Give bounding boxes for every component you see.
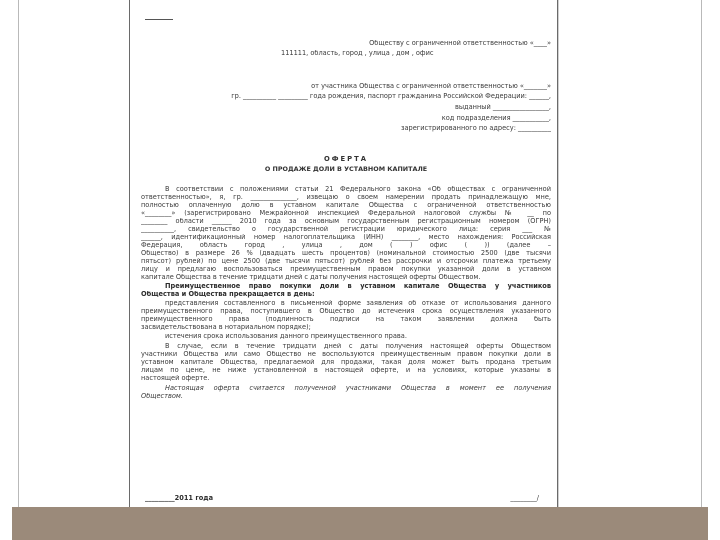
body-line: настоящей оферте. <box>141 375 210 382</box>
body-line: преимущественного права (подлинность подписи на таком заявлении должна быть <box>141 316 551 323</box>
body-line: Федерация, область город , улица , дом ( ) офис ( )) (далее – <box>141 242 551 249</box>
body-line: преимущественного права, поступившего в Общество до истечения срока осуществления указанного <box>141 308 551 315</box>
body-line: В случае, если в течение тридцати дней с даты получения настоящей оферты Обществом <box>165 343 551 350</box>
addressee-company: Обществу с ограниченной ответственностью «____» <box>369 40 551 47</box>
body-line: уставном капитале Общества, предлагаемой для продажи, такая доля может быть продана третьим <box>141 359 551 366</box>
document-subtitle: О ПРОДАЖЕ ДОЛИ В УСТАВНОМ КАПИТАЛЕ <box>264 166 428 173</box>
body-line: истечения срока использования данного преимущественного права. <box>165 333 407 340</box>
body-line: В соответствии с положениями статьи 21 Федерального закона «Об обществах с ограниченной <box>165 186 551 193</box>
body-line: лицам по цене, не ниже установленной в настоящей оферте, и на условиях, которые указаны в <box>141 367 551 374</box>
sender-line-2: гр. __________ _________ года рождения, паспорт гражданина Российской Федерации: ______, <box>231 93 551 100</box>
body-line: ________ области ______ 2010 года за основным государственным регистрационным номером (ОГРН) <box>141 218 551 225</box>
document-title: ОФЕРТА <box>323 156 369 163</box>
sender-line-3: выданный _________________, <box>454 104 551 111</box>
body-line-bold: Преимущественное право покупки доли в уставном капитале Общества у участников <box>165 283 551 290</box>
body-line: __________, свидетельство о государственной регистрации юридического лица: серия ___ № <box>141 226 551 233</box>
body-line-bold: Общества и Общества прекращается в день: <box>141 291 315 298</box>
body-line-italic: Обществом. <box>141 393 183 400</box>
sender-line-5: зарегистрированного по адресу: __________ <box>401 125 551 132</box>
sender-line-4: код подразделения ___________, <box>441 115 551 122</box>
body-line: лицу и предлагаю воспользоваться преимущественным правом покупки указанной доли в уставном <box>141 266 551 273</box>
offer-document <box>141 0 551 505</box>
body-line: представления составленного в письменной форме заявления об отказе от использования данного <box>165 300 551 307</box>
body-line: пятьсот) рублей) по цене 2500 (две тысячи пятьсот) рублей без рассрочки и отсрочки платежа третьему <box>141 258 551 265</box>
signature-line: ________/ <box>510 495 539 502</box>
addressee-address: 111111, область, город , улица , дом , офис <box>281 50 434 57</box>
body-line: «________» (зарегистрировано Межрайонной инспекцией Федеральной налоговой службы № __ по <box>141 210 551 217</box>
top-rule <box>145 19 173 20</box>
signature-date: _________2011 года <box>145 495 214 502</box>
slide-frame-right <box>701 0 702 540</box>
body-line-italic: Настоящая оферта считается полученной участниками Общества в момент ее получения <box>165 385 551 392</box>
sender-line-1: от участника Общества с ограниченной ответственностью «_______» <box>311 83 551 90</box>
slide-bottom-bar <box>12 507 708 540</box>
body-line: полностью оплаченную долю в уставном капитале Общества с ограниченной ответственностью <box>141 202 551 209</box>
body-line: участники Общества или само Общество не воспользуются преимущественным правом покупки доли в <box>141 351 551 358</box>
body-line: засвидетельствована в нотариальном порядке); <box>141 324 311 331</box>
body-line: Общество) в размере 26 % (двадцать шесть процентов) (номинальной стоимостью 2500 (две тысячи <box>141 250 551 257</box>
body-line: капитале Общества в течение тридцати дней с даты получения настоящей оферты Обществом. <box>141 274 481 281</box>
body-line: ответственностью», я, гр. ______________, извещаю о своем намерении продать принадлежащую мне, <box>141 194 551 201</box>
slide-frame-left <box>18 0 19 540</box>
body-line: ______, идентификационный номер налогоплательщика (ИНН) ________, место нахождения: Российская <box>141 234 551 241</box>
